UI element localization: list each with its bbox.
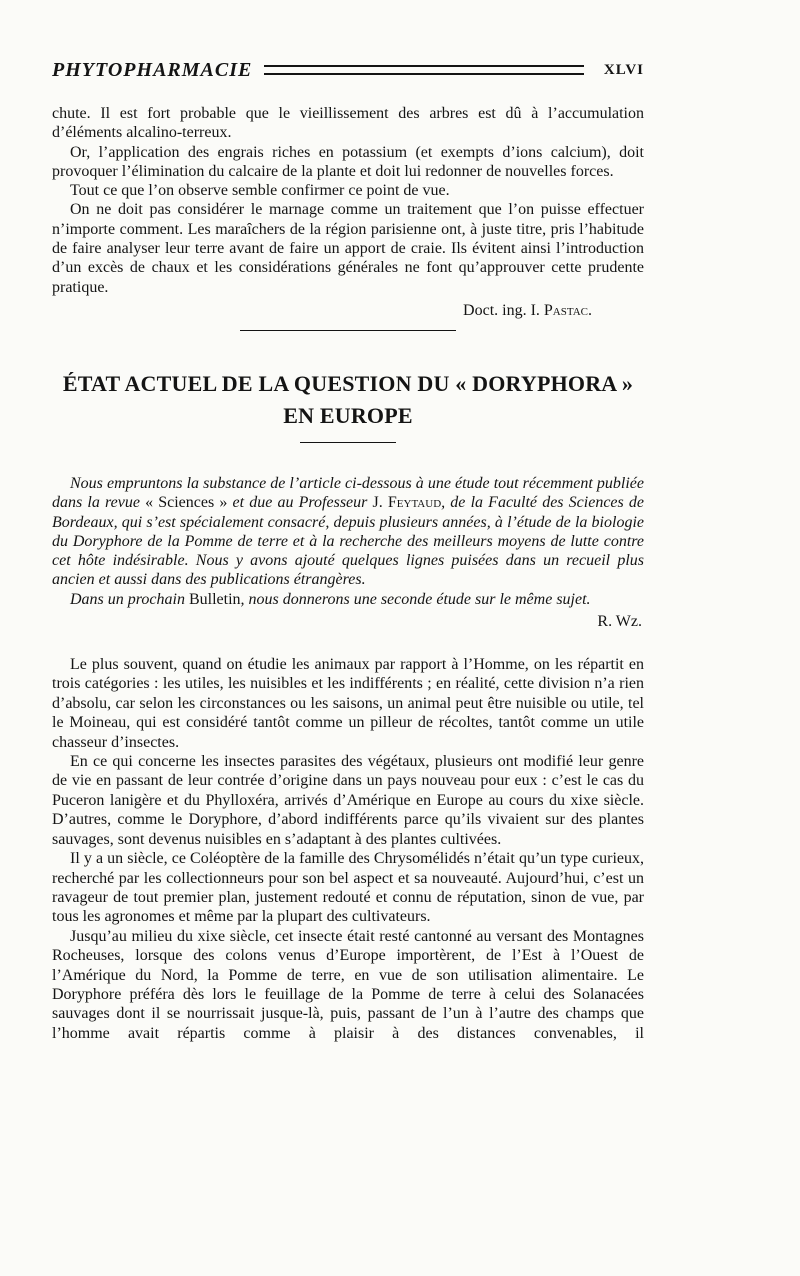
paragraph: Jusqu’au milieu du xixe siècle, cet insecte était resté cantonné au versant des Montagnes Rocheuses, lorsque des colons venus d’Europe importèrent, de l’Est à l’Ouest de l’Amérique du Nord, la Pomme de terre, en vue de son utilisation alimentaire. Le Doryphore préféra dès lors le feuillage de la Pomme de terre à celui des Solanacées sauvages dont il se nourrissait jusque-là, puis, passant de l’un à l’autre des champs que l’homme avait répartis comme à plaisir à des distances convenables, il bbox=[52, 927, 644, 1042]
header-double-rule bbox=[264, 65, 584, 75]
paragraph: Il y a un siècle, ce Coléoptère de la famille des Chrysomélidés n’était qu’un type curieux, recherché par les collectionneurs pour son bel aspect et sa nouveauté. Aujourd’hui, c’est un ravageur de tout premier plan, justement redouté et connu de réputation, sinon de vue, par tous les agronomes et même par la plupart des cultivateurs. bbox=[52, 850, 644, 926]
previous-article-end bbox=[52, 104, 644, 331]
page-number: XLVI bbox=[603, 61, 644, 78]
signature-name: Pastac. bbox=[543, 301, 592, 319]
paragraph: chute. Il est fort probable que le vieillissement des arbres est dû à l’accumulation d’éléments alcalino-terreux. bbox=[52, 105, 644, 142]
article-body bbox=[52, 655, 644, 1043]
editorial-introduction bbox=[52, 474, 644, 631]
running-header bbox=[52, 56, 644, 84]
intro-paragraph bbox=[52, 590, 644, 609]
intro-text: , de la Faculté des Sciences de Bordeaux, qui s’est spécialement consacré, depuis plusieurs années, à l’étude de la biologie du Doryphore de la Pomme de terre et à la recherche des meilleurs moyens de lutte contre cet hôte indésirable. Nous y avons ajouté quelques lignes puisées dans un recueil plus ancien et aussi dans des publications étrangères. bbox=[52, 494, 645, 589]
journal-reference: « Sciences » bbox=[145, 494, 228, 512]
paragraph: Tout ce que l’on observe semble confirmer ce point de vue. bbox=[70, 182, 450, 200]
journal-title: PHYTOPHARMACIE bbox=[52, 58, 253, 81]
intro-text: , nous donnerons une seconde étude sur le même sujet. bbox=[240, 590, 591, 608]
intro-text: et due au Professeur bbox=[227, 494, 373, 512]
intro-paragraph bbox=[52, 474, 644, 590]
author-signature bbox=[52, 301, 644, 320]
paragraph: Le plus souvent, quand on étudie les animaux par rapport à l’Homme, on les répartit en trois catégories : les utiles, les nuisibles et les indifférents ; en réalité, cette division n’a rien d’absolu, car selon les circonstances ou les saisons, un animal peut être nuisible ou utile, tel le Moineau, qui est considéré tantôt comme un pilleur de récoltes, tantôt comme un utile chasseur d’insectes. bbox=[52, 656, 644, 751]
paragraph: On ne doit pas considérer le marnage comme un traitement que l’on puisse effectuer n’importe comment. Les maraîchers de la région parisienne ont, à juste titre, pris l’habitude de faire analyser leur terre avant de faire un apport de craie. Ils évitent ainsi l’introduction d’un excès de chaux et les considérations générales ne font qu’approuver cette prudente pratique. bbox=[52, 201, 644, 296]
signature-prefix: Doct. ing. I. bbox=[463, 301, 544, 319]
paragraph: Or, l’application des engrais riches en potassium (et exempts d’ions calcium), doit provoquer l’élimination du calcaire de la plante et doit lui redonner de nouvelles forces. bbox=[52, 143, 644, 180]
professor-name: J. Feytaud bbox=[372, 494, 442, 512]
paragraph: En ce qui concerne les insectes parasites des végétaux, plusieurs ont modifié leur genre de vie en passant de leur contrée d’origine dans un pays nouveau pour eux : c’est le cas du Puceron lanigère et du Phylloxéra, arrivés d’Amérique en Europe au cours du xixe siècle. D’autres, comme le Doryphore, d’abord indifférents parce qu’ils vivaient sur des plantes sauvages, sont devenus nuisibles en s’adaptant à des plantes cultivées. bbox=[52, 753, 644, 848]
article-title bbox=[52, 368, 644, 432]
title-rule bbox=[300, 442, 396, 443]
bulletin-reference: Bulletin bbox=[188, 590, 241, 608]
page bbox=[52, 56, 644, 1043]
section-divider bbox=[240, 330, 456, 331]
title-line: EN EUROPE bbox=[283, 402, 413, 428]
intro-text: Dans un prochain bbox=[70, 590, 189, 608]
intro-signature: R. Wz. bbox=[597, 613, 642, 631]
intro-text: Nous empruntons la substance de l’article ci-dessous à une étude tout récemment publiée dans la revue bbox=[52, 474, 644, 512]
title-line: ÉTAT ACTUEL DE LA QUESTION DU « DORYPHORA » bbox=[62, 370, 634, 396]
